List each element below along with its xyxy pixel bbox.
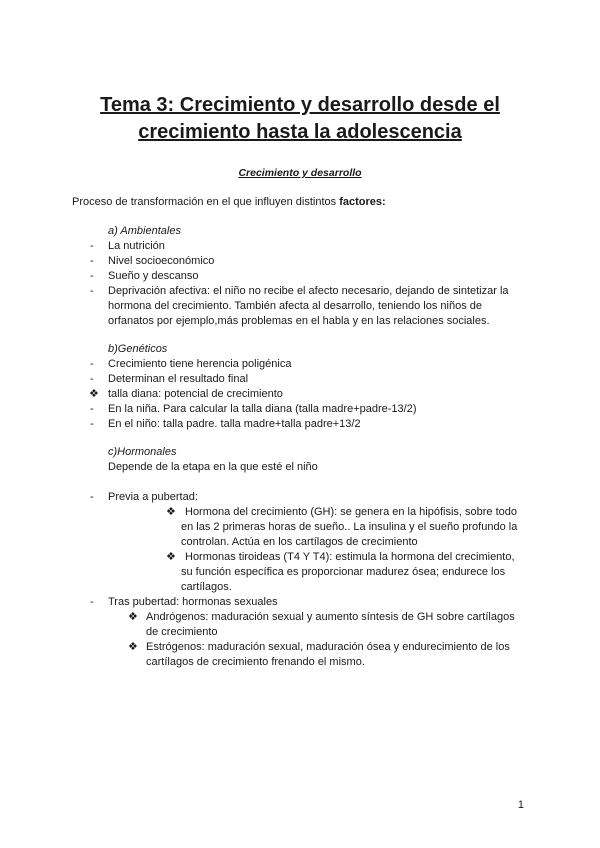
list-item-continuation: de crecimiento	[146, 626, 218, 638]
list-item: Hormonas tiroideas (T4 Y T4): estimula la hormona del crecimiento,	[185, 551, 515, 563]
list-item-continuation: orfanatos por ejemplo,más problemas en el habla y en las relaciones sociales.	[108, 315, 490, 327]
diamond-bullet-icon: ❖	[166, 506, 176, 518]
heading-hormonales: c)Hormonales	[108, 446, 177, 458]
list-item: La nutrición	[108, 240, 165, 252]
list-item-continuation: controlan. Actúa en los cartílagos de crecimiento	[181, 536, 418, 548]
dash-bullet: -	[90, 403, 94, 415]
list-item: talla diana: potencial de crecimiento	[108, 388, 283, 400]
dash-bullet: -	[90, 285, 94, 297]
list-item: Estrógenos: maduración sexual, maduración ósea y endurecimiento de los	[146, 641, 510, 653]
title-line-2: crecimiento hasta la adolescencia	[138, 121, 462, 143]
list-item-continuation: cartílagos de crecimiento frenando el mismo.	[146, 656, 365, 668]
dash-bullet: -	[90, 240, 94, 252]
intro-text: Proceso de transformación en el que influyen distintos	[72, 196, 340, 208]
page-number: 1	[517, 799, 524, 811]
dash-bullet: -	[90, 491, 94, 503]
list-item: Deprivación afectiva: el niño no recibe el afecto necesario, dejando de sintetizar la	[108, 285, 509, 297]
dash-bullet: -	[90, 270, 94, 282]
heading-geneticos: b)Genéticos	[108, 343, 168, 355]
list-item: En el niño: talla padre. talla madre+talla padre+13/2	[108, 418, 361, 430]
diamond-bullet-icon: ❖	[128, 611, 138, 623]
list-item-continuation: su función específica es proporcionar madurez ósea; endurece los	[181, 566, 506, 578]
document-title	[60, 92, 540, 146]
list-item: Crecimiento tiene herencia poligénica	[108, 358, 292, 370]
diamond-bullet-icon: ❖	[89, 388, 99, 400]
title-line-1: Tema 3: Crecimiento y desarrollo desde el	[100, 94, 500, 116]
list-item: Nivel socioeconómico	[108, 255, 215, 267]
dash-bullet: -	[90, 596, 94, 608]
list-item: Determinan el resultado final	[108, 373, 249, 385]
heading-ambientales: a) Ambientales	[108, 225, 181, 237]
list-item-continuation: cartílagos.	[181, 581, 232, 593]
diamond-bullet-icon: ❖	[166, 551, 176, 563]
list-item: Previa a pubertad:	[108, 491, 198, 503]
dash-bullet: -	[90, 418, 94, 430]
list-item: Hormona del crecimiento (GH): se genera en la hipófisis, sobre todo	[185, 506, 517, 518]
list-item-continuation: hormona del crecimiento. También afecta al desarrollo, teniendo los niños de	[108, 300, 483, 312]
dash-bullet: -	[90, 358, 94, 370]
intro-paragraph	[72, 195, 386, 210]
section-subtitle: Crecimiento y desarrollo	[238, 167, 362, 179]
list-item: Sueño y descanso	[108, 270, 199, 282]
hormonales-description: Depende de la etapa en la que esté el niño	[108, 461, 318, 473]
list-item-continuation: en las 2 primeras horas de sueño.. La insulina y el sueño profundo la	[181, 521, 518, 533]
intro-bold: factores:	[339, 196, 386, 208]
list-item: Tras pubertad: hormonas sexuales	[108, 596, 278, 608]
dash-bullet: -	[90, 373, 94, 385]
dash-bullet: -	[90, 255, 94, 267]
list-item: En la niña. Para calcular la talla diana (talla madre+padre-13/2)	[108, 403, 417, 415]
diamond-bullet-icon: ❖	[128, 641, 138, 653]
list-item: Andrógenos: maduración sexual y aumento síntesis de GH sobre cartílagos	[146, 611, 515, 623]
